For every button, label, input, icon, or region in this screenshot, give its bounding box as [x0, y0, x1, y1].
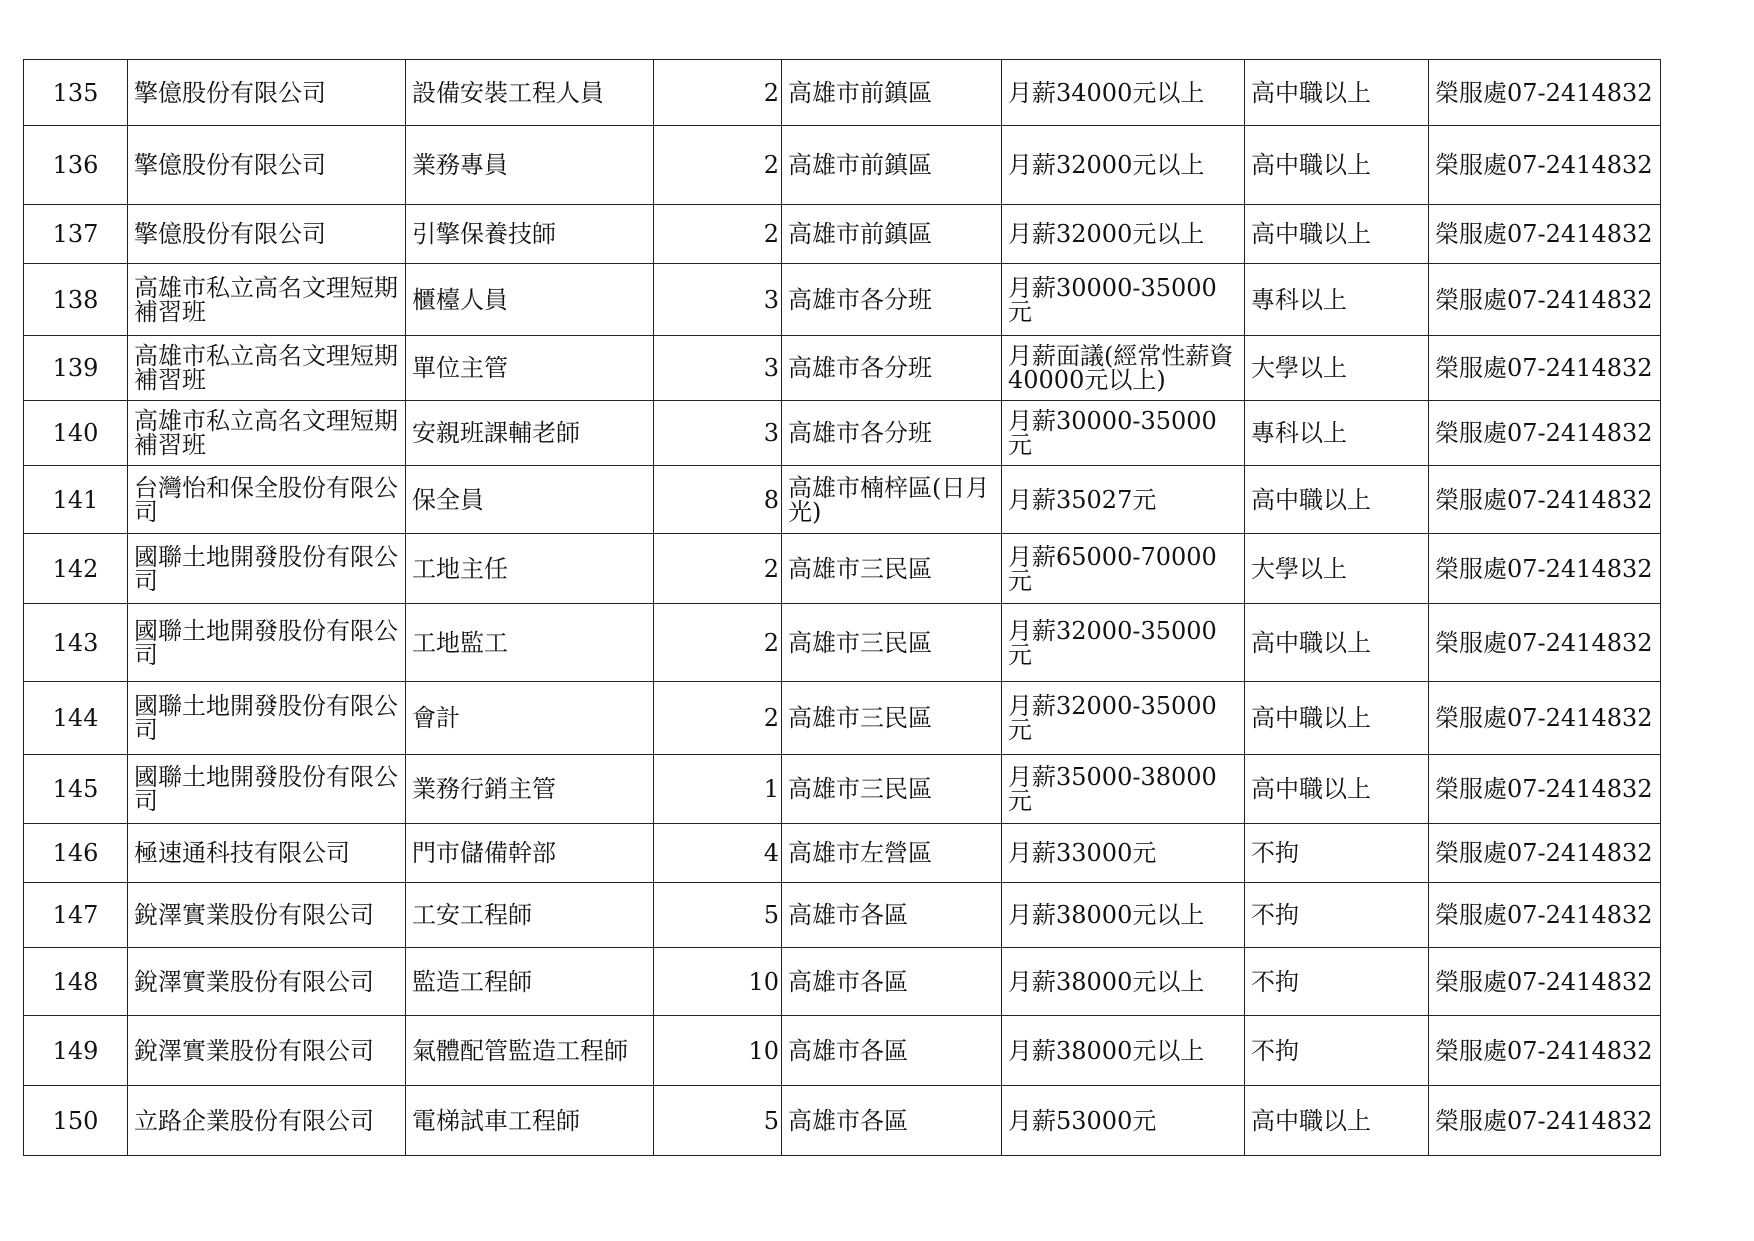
salary: 月薪38000元以上	[1002, 1016, 1245, 1086]
job-title: 業務行銷主管	[406, 755, 654, 824]
salary: 月薪53000元	[1002, 1086, 1245, 1156]
company-name: 國聯土地開發股份有限公司	[128, 682, 406, 755]
education-requirement: 大學以上	[1245, 336, 1429, 401]
salary: 月薪34000元以上	[1002, 60, 1245, 126]
openings-count: 2	[654, 60, 782, 126]
job-listing-table	[23, 59, 1661, 1156]
openings-count: 1	[654, 755, 782, 824]
openings-count: 3	[654, 264, 782, 336]
table-row	[24, 604, 1661, 682]
company-name: 國聯土地開發股份有限公司	[128, 534, 406, 604]
company-name: 極速通科技有限公司	[128, 824, 406, 883]
company-name: 高雄市私立高名文理短期補習班	[128, 401, 406, 466]
education-requirement: 高中職以上	[1245, 682, 1429, 755]
row-number: 141	[24, 466, 128, 534]
contact-info: 榮服處07-2414832	[1429, 1016, 1661, 1086]
contact-info: 榮服處07-2414832	[1429, 401, 1661, 466]
education-requirement: 高中職以上	[1245, 60, 1429, 126]
work-location: 高雄市各區	[782, 883, 1002, 948]
row-number: 140	[24, 401, 128, 466]
salary: 月薪32000元以上	[1002, 126, 1245, 205]
company-name: 擎億股份有限公司	[128, 126, 406, 205]
contact-info: 榮服處07-2414832	[1429, 755, 1661, 824]
salary: 月薪32000元以上	[1002, 205, 1245, 264]
job-title: 保全員	[406, 466, 654, 534]
education-requirement: 高中職以上	[1245, 604, 1429, 682]
company-name: 擎億股份有限公司	[128, 60, 406, 126]
education-requirement: 不拘	[1245, 883, 1429, 948]
openings-count: 8	[654, 466, 782, 534]
company-name: 擎億股份有限公司	[128, 205, 406, 264]
salary: 月薪35027元	[1002, 466, 1245, 534]
contact-info: 榮服處07-2414832	[1429, 948, 1661, 1016]
row-number: 137	[24, 205, 128, 264]
openings-count: 2	[654, 604, 782, 682]
job-title: 業務專員	[406, 126, 654, 205]
table-row	[24, 755, 1661, 824]
work-location: 高雄市前鎮區	[782, 205, 1002, 264]
education-requirement: 專科以上	[1245, 401, 1429, 466]
row-number: 144	[24, 682, 128, 755]
job-title: 工地監工	[406, 604, 654, 682]
work-location: 高雄市前鎮區	[782, 60, 1002, 126]
openings-count: 3	[654, 401, 782, 466]
openings-count: 2	[654, 534, 782, 604]
table-row	[24, 205, 1661, 264]
work-location: 高雄市三民區	[782, 682, 1002, 755]
row-number: 138	[24, 264, 128, 336]
salary: 月薪面議(經常性薪資40000元以上)	[1002, 336, 1245, 401]
table-row	[24, 948, 1661, 1016]
table-row	[24, 60, 1661, 126]
work-location: 高雄市楠梓區(日月光)	[782, 466, 1002, 534]
work-location: 高雄市各分班	[782, 264, 1002, 336]
job-title: 會計	[406, 682, 654, 755]
row-number: 146	[24, 824, 128, 883]
table-row	[24, 336, 1661, 401]
table-row	[24, 534, 1661, 604]
job-table-body	[24, 60, 1661, 1156]
salary: 月薪65000-70000元	[1002, 534, 1245, 604]
table-row	[24, 1086, 1661, 1156]
work-location: 高雄市三民區	[782, 755, 1002, 824]
salary: 月薪32000-35000元	[1002, 682, 1245, 755]
table-row	[24, 466, 1661, 534]
salary: 月薪30000-35000元	[1002, 264, 1245, 336]
table-row	[24, 126, 1661, 205]
work-location: 高雄市各區	[782, 1086, 1002, 1156]
contact-info: 榮服處07-2414832	[1429, 534, 1661, 604]
work-location: 高雄市各分班	[782, 336, 1002, 401]
contact-info: 榮服處07-2414832	[1429, 682, 1661, 755]
table-row	[24, 824, 1661, 883]
contact-info: 榮服處07-2414832	[1429, 466, 1661, 534]
table-row	[24, 264, 1661, 336]
job-title: 工安工程師	[406, 883, 654, 948]
contact-info: 榮服處07-2414832	[1429, 60, 1661, 126]
table-row	[24, 883, 1661, 948]
contact-info: 榮服處07-2414832	[1429, 126, 1661, 205]
job-title: 櫃檯人員	[406, 264, 654, 336]
company-name: 銳澤實業股份有限公司	[128, 1016, 406, 1086]
row-number: 142	[24, 534, 128, 604]
company-name: 國聯土地開發股份有限公司	[128, 755, 406, 824]
openings-count: 10	[654, 1016, 782, 1086]
row-number: 135	[24, 60, 128, 126]
salary: 月薪33000元	[1002, 824, 1245, 883]
job-title: 引擎保養技師	[406, 205, 654, 264]
company-name: 銳澤實業股份有限公司	[128, 883, 406, 948]
row-number: 150	[24, 1086, 128, 1156]
job-title: 工地主任	[406, 534, 654, 604]
table-row	[24, 1016, 1661, 1086]
company-name: 立路企業股份有限公司	[128, 1086, 406, 1156]
work-location: 高雄市前鎮區	[782, 126, 1002, 205]
openings-count: 5	[654, 1086, 782, 1156]
salary: 月薪32000-35000元	[1002, 604, 1245, 682]
contact-info: 榮服處07-2414832	[1429, 883, 1661, 948]
row-number: 145	[24, 755, 128, 824]
company-name: 國聯土地開發股份有限公司	[128, 604, 406, 682]
openings-count: 10	[654, 948, 782, 1016]
education-requirement: 高中職以上	[1245, 755, 1429, 824]
row-number: 139	[24, 336, 128, 401]
work-location: 高雄市三民區	[782, 534, 1002, 604]
row-number: 143	[24, 604, 128, 682]
company-name: 台灣怡和保全股份有限公司	[128, 466, 406, 534]
row-number: 136	[24, 126, 128, 205]
company-name: 高雄市私立高名文理短期補習班	[128, 264, 406, 336]
education-requirement: 大學以上	[1245, 534, 1429, 604]
contact-info: 榮服處07-2414832	[1429, 824, 1661, 883]
openings-count: 3	[654, 336, 782, 401]
openings-count: 2	[654, 126, 782, 205]
openings-count: 5	[654, 883, 782, 948]
contact-info: 榮服處07-2414832	[1429, 264, 1661, 336]
education-requirement: 專科以上	[1245, 264, 1429, 336]
education-requirement: 不拘	[1245, 1016, 1429, 1086]
job-title: 電梯試車工程師	[406, 1086, 654, 1156]
education-requirement: 不拘	[1245, 824, 1429, 883]
contact-info: 榮服處07-2414832	[1429, 336, 1661, 401]
salary: 月薪35000-38000元	[1002, 755, 1245, 824]
salary: 月薪38000元以上	[1002, 948, 1245, 1016]
work-location: 高雄市三民區	[782, 604, 1002, 682]
job-title: 單位主管	[406, 336, 654, 401]
row-number: 149	[24, 1016, 128, 1086]
table-row	[24, 682, 1661, 755]
openings-count: 2	[654, 682, 782, 755]
job-title: 安親班課輔老師	[406, 401, 654, 466]
openings-count: 2	[654, 205, 782, 264]
education-requirement: 高中職以上	[1245, 466, 1429, 534]
contact-info: 榮服處07-2414832	[1429, 205, 1661, 264]
work-location: 高雄市左營區	[782, 824, 1002, 883]
contact-info: 榮服處07-2414832	[1429, 1086, 1661, 1156]
education-requirement: 高中職以上	[1245, 205, 1429, 264]
job-title: 設備安裝工程人員	[406, 60, 654, 126]
work-location: 高雄市各區	[782, 1016, 1002, 1086]
job-title: 氣體配管監造工程師	[406, 1016, 654, 1086]
work-location: 高雄市各區	[782, 948, 1002, 1016]
table-row	[24, 401, 1661, 466]
company-name: 高雄市私立高名文理短期補習班	[128, 336, 406, 401]
salary: 月薪30000-35000元	[1002, 401, 1245, 466]
job-title: 監造工程師	[406, 948, 654, 1016]
row-number: 148	[24, 948, 128, 1016]
contact-info: 榮服處07-2414832	[1429, 604, 1661, 682]
row-number: 147	[24, 883, 128, 948]
openings-count: 4	[654, 824, 782, 883]
company-name: 銳澤實業股份有限公司	[128, 948, 406, 1016]
education-requirement: 高中職以上	[1245, 126, 1429, 205]
job-title: 門市儲備幹部	[406, 824, 654, 883]
salary: 月薪38000元以上	[1002, 883, 1245, 948]
education-requirement: 高中職以上	[1245, 1086, 1429, 1156]
work-location: 高雄市各分班	[782, 401, 1002, 466]
education-requirement: 不拘	[1245, 948, 1429, 1016]
